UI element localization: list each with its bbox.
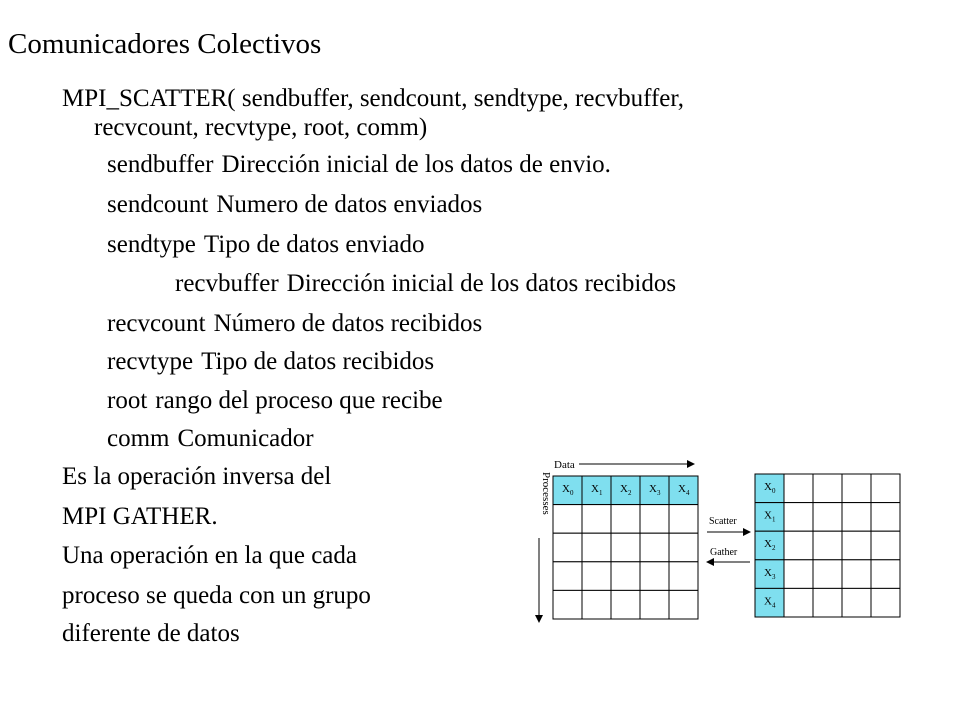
data-cell-empty — [640, 533, 669, 562]
data-label: Data — [554, 459, 575, 471]
data-cell-empty — [871, 560, 900, 589]
cell-label-x2: $X_2$ — [620, 483, 632, 497]
data-cell-empty — [813, 531, 842, 560]
cell-label-x3: $X_3$ — [764, 566, 776, 581]
param-name: recvbuffer — [175, 270, 279, 297]
data-cell-empty — [842, 474, 871, 503]
param-desc: Comunicador — [177, 425, 314, 452]
data-cell-empty — [553, 562, 582, 591]
param-desc: rango del proceso que recibe — [155, 387, 443, 414]
param-sendcount — [107, 191, 482, 219]
cell-label-x2: $X_2$ — [764, 538, 776, 553]
data-cell-empty — [871, 588, 900, 617]
data-cell-empty — [582, 562, 611, 591]
left-grid — [553, 476, 698, 619]
data-cell-empty — [871, 503, 900, 532]
cell-label-x1: $X_1$ — [764, 509, 776, 524]
data-cell-empty — [640, 505, 669, 534]
data-cell-empty — [669, 533, 698, 562]
slide-title: Comunicadores Colectivos — [8, 28, 322, 60]
function-signature — [62, 84, 942, 142]
param-desc: Tipo de datos enviado — [203, 231, 425, 258]
data-cell-empty — [813, 588, 842, 617]
signature-line-2: recvcount, recvtype, root, comm) — [94, 114, 428, 141]
signature-line-1: MPI_SCATTER( sendbuffer, sendcount, sendtype, recvbuffer, — [62, 85, 684, 112]
param-desc: Tipo de datos recibidos — [201, 348, 435, 375]
cell-label-x0: $X_0$ — [562, 483, 574, 497]
param-recvcount — [107, 310, 482, 338]
cell-label-x3: $X_3$ — [649, 483, 661, 497]
data-cell-empty — [611, 562, 640, 591]
data-cell-empty — [611, 533, 640, 562]
data-cell-empty — [784, 560, 813, 589]
data-cell-empty — [669, 590, 698, 619]
param-recvbuffer — [175, 270, 676, 298]
data-cell-empty — [640, 590, 669, 619]
data-cell-empty — [784, 503, 813, 532]
scatter-label: Scatter — [709, 516, 737, 527]
param-name: sendtype — [107, 231, 196, 258]
body-line-2: MPI GATHER. — [62, 503, 218, 530]
right-grid — [755, 474, 900, 617]
data-cell-empty — [553, 590, 582, 619]
param-name: root — [107, 387, 148, 414]
data-cell-empty — [640, 562, 669, 591]
param-name: comm — [107, 425, 170, 452]
param-root — [107, 387, 443, 415]
param-sendtype — [107, 231, 424, 259]
data-cell-empty — [611, 505, 640, 534]
param-recvtype — [107, 348, 434, 376]
data-cell-empty — [813, 474, 842, 503]
data-cell-empty — [582, 533, 611, 562]
data-cell-empty — [813, 560, 842, 589]
param-desc: Número de datos recibidos — [213, 310, 483, 337]
data-cell-empty — [553, 533, 582, 562]
body-line-3: Una operación en la que cada — [62, 542, 357, 569]
data-cell-empty — [871, 531, 900, 560]
data-cell-empty — [842, 531, 871, 560]
param-name: sendcount — [107, 191, 209, 218]
param-name: recvcount — [107, 310, 206, 337]
data-cell-empty — [784, 531, 813, 560]
gather-label: Gather — [710, 547, 738, 558]
data-cell-empty — [842, 560, 871, 589]
body-line-4: proceso se queda con un grupo — [62, 582, 371, 609]
data-cell-empty — [871, 474, 900, 503]
cell-label-x1: $X_1$ — [591, 483, 603, 497]
data-cell-empty — [784, 588, 813, 617]
body-line-5: diferente de datos — [62, 620, 240, 647]
data-cell-empty — [842, 588, 871, 617]
param-desc: Dirección inicial de los datos de envio. — [221, 151, 611, 178]
cell-label-x4: $X_4$ — [764, 595, 776, 610]
param-sendbuffer — [107, 151, 611, 179]
param-comm — [107, 425, 314, 453]
scatter-gather-diagram — [526, 454, 906, 634]
param-desc: Numero de datos enviados — [216, 191, 483, 218]
data-cell-empty — [553, 505, 582, 534]
data-cell-empty — [669, 505, 698, 534]
cell-label-x4: $X_4$ — [678, 483, 690, 497]
data-cell-empty — [784, 474, 813, 503]
body-line-1: Es la operación inversa del — [62, 463, 332, 490]
param-name: sendbuffer — [107, 151, 214, 178]
param-name: recvtype — [107, 348, 194, 375]
param-desc: Dirección inicial de los datos recibidos — [286, 270, 677, 297]
data-cell-empty — [842, 503, 871, 532]
data-cell-empty — [813, 503, 842, 532]
cell-label-x0: $X_0$ — [764, 481, 776, 495]
processes-label: Processes — [540, 472, 552, 515]
data-cell-empty — [611, 590, 640, 619]
data-cell-empty — [669, 562, 698, 591]
data-cell-empty — [582, 590, 611, 619]
data-cell-empty — [582, 505, 611, 534]
